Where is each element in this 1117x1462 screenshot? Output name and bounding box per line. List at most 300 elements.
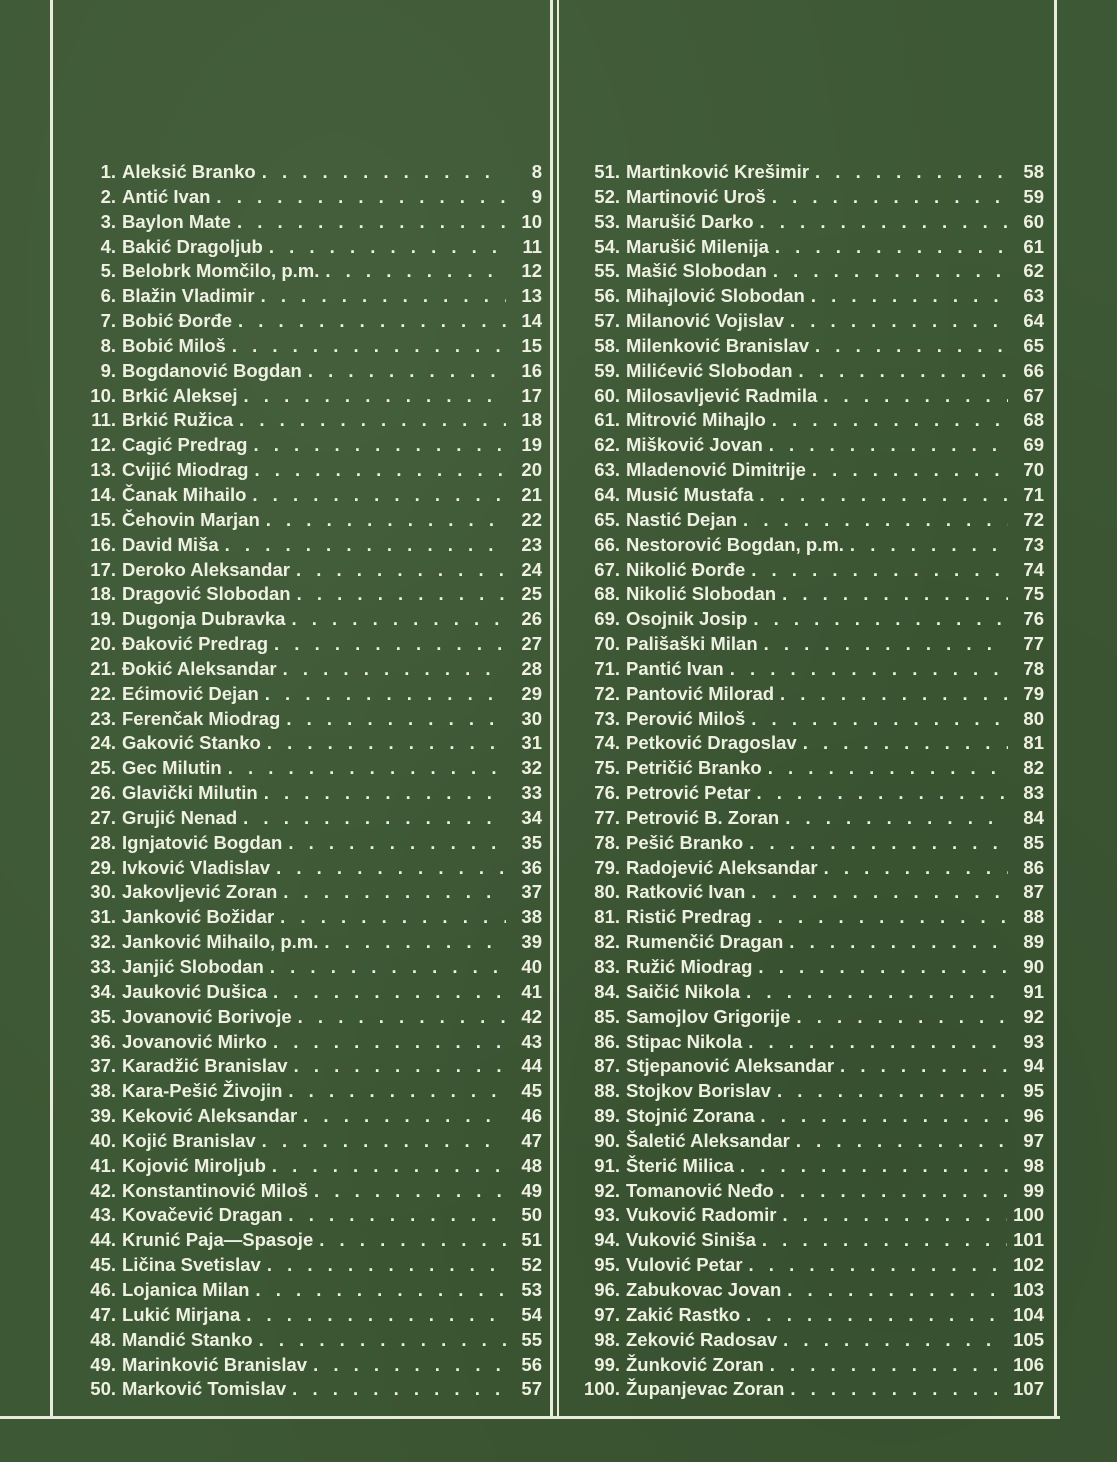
dot-leader — [783, 1328, 1007, 1353]
dot-leader — [319, 1228, 506, 1253]
index-entry — [566, 284, 1044, 309]
dot-leader — [746, 1303, 1007, 1328]
index-entry — [66, 1179, 542, 1204]
index-entry — [66, 309, 542, 334]
entry-name: Dragović Slobodan — [122, 583, 291, 605]
entry-name: Mihajlović Slobodan — [626, 285, 805, 307]
index-entry — [66, 657, 542, 682]
index-entry — [566, 1030, 1044, 1055]
dot-leader — [824, 856, 1008, 881]
entry-number: 48. — [90, 1328, 116, 1350]
dot-leader — [262, 160, 506, 185]
dot-leader — [759, 483, 1008, 508]
entry-page-number: 39 — [521, 931, 542, 953]
dot-leader — [283, 880, 506, 905]
dot-leader — [228, 756, 506, 781]
index-entry — [66, 1005, 542, 1030]
dot-leader — [254, 458, 506, 483]
dot-leader — [266, 508, 506, 533]
dot-leader — [255, 1278, 506, 1303]
entry-page-number: 77 — [1023, 633, 1044, 655]
entry-name: Ličina Svetislav — [122, 1254, 261, 1276]
index-entry — [566, 1253, 1044, 1278]
entry-number: 96. — [594, 1278, 620, 1300]
entry-page-number: 72 — [1023, 508, 1044, 530]
entry-number: 99. — [594, 1353, 620, 1375]
entry-name: Bobić Miloš — [122, 334, 226, 356]
entry-name: Marušić Darko — [626, 210, 754, 232]
dot-leader — [267, 1253, 506, 1278]
dot-leader — [262, 1129, 506, 1154]
entry-name: Jauković Dušica — [122, 980, 267, 1002]
dot-leader — [761, 1104, 1009, 1129]
entry-name: Janković Božidar — [122, 906, 275, 928]
index-entry — [66, 160, 542, 185]
dot-leader — [803, 731, 1008, 756]
index-entry — [66, 1353, 542, 1378]
index-entry — [566, 1005, 1044, 1030]
index-entry — [66, 408, 542, 433]
entry-number: 18. — [90, 583, 116, 605]
dot-leader — [780, 1179, 1008, 1204]
index-entry — [566, 856, 1044, 881]
dot-leader — [280, 905, 506, 930]
entry-number: 28. — [90, 831, 116, 853]
entry-number: 77. — [594, 806, 620, 828]
dot-leader — [743, 508, 1008, 533]
index-entry — [66, 210, 542, 235]
entry-number: 14. — [90, 483, 116, 505]
entry-number: 38. — [90, 1080, 116, 1102]
entry-page-number: 44 — [521, 1055, 542, 1077]
entry-number: 81. — [594, 906, 620, 928]
entry-number: 20. — [90, 633, 116, 655]
entry-number: 30. — [90, 881, 116, 903]
entry-page-number: 87 — [1023, 881, 1044, 903]
entry-name: Žunković Zoran — [626, 1353, 764, 1375]
entry-number: 87. — [594, 1055, 620, 1077]
index-entry — [566, 1377, 1044, 1402]
entry-number: 57. — [594, 310, 620, 332]
entry-number: 1. — [100, 161, 116, 182]
entry-number: 54. — [594, 235, 620, 257]
entry-number: 16. — [90, 533, 116, 555]
index-entry — [566, 1278, 1044, 1303]
dot-leader — [270, 955, 506, 980]
entry-page-number: 104 — [1013, 1303, 1044, 1325]
entry-name: Vulović Petar — [626, 1254, 743, 1276]
dot-leader — [797, 1005, 1009, 1030]
entry-number: 90. — [594, 1129, 620, 1151]
entry-name: David Miša — [122, 533, 219, 555]
dot-leader — [740, 1154, 1008, 1179]
dot-leader — [799, 359, 1008, 384]
dot-leader — [253, 433, 506, 458]
dot-leader — [272, 1154, 506, 1179]
entry-number: 50. — [90, 1378, 116, 1400]
entry-name: Radojević Aleksandar — [626, 856, 818, 878]
entry-page-number: 17 — [521, 384, 542, 406]
entry-number: 19. — [90, 608, 116, 630]
dot-leader — [292, 1377, 506, 1402]
entry-name: Šterić Milica — [626, 1154, 734, 1176]
entry-page-number: 92 — [1023, 1005, 1044, 1027]
entry-page-number: 14 — [521, 310, 542, 332]
dot-leader — [762, 1228, 1007, 1253]
dot-leader — [313, 1353, 506, 1378]
entry-page-number: 10 — [521, 210, 542, 232]
dot-leader — [298, 1005, 506, 1030]
entry-number: 49. — [90, 1353, 116, 1375]
dot-leader — [775, 235, 1008, 260]
dot-leader — [225, 533, 506, 558]
index-entry — [566, 756, 1044, 781]
entry-name: Rumenčić Dragan — [626, 931, 784, 953]
entry-number: 15. — [90, 508, 116, 530]
entry-number: 9. — [100, 359, 116, 381]
entry-page-number: 78 — [1023, 657, 1044, 679]
entry-name: Čanak Mihailo — [122, 483, 247, 505]
entry-number: 12. — [90, 434, 116, 456]
entry-name: Glavički Milutin — [122, 782, 258, 804]
entry-number: 13. — [90, 459, 116, 481]
index-entry — [566, 980, 1044, 1005]
index-entry — [66, 1278, 542, 1303]
index-entry — [66, 582, 542, 607]
dot-leader — [749, 831, 1008, 856]
dot-leader — [232, 334, 506, 359]
entry-number: 47. — [90, 1303, 116, 1325]
entry-page-number: 66 — [1023, 359, 1044, 381]
entry-name: Ristić Predrag — [626, 906, 752, 928]
index-entry — [566, 1303, 1044, 1328]
entry-name: Stojkov Borislav — [626, 1080, 771, 1102]
entry-name: Stjepanović Aleksandar — [626, 1055, 835, 1077]
entry-page-number: 73 — [1023, 533, 1044, 555]
entry-name: Gec Milutin — [122, 757, 222, 779]
entry-name: Mladenović Dimitrije — [626, 459, 806, 481]
entry-page-number: 24 — [521, 558, 542, 580]
entry-name: Aleksić Branko — [122, 161, 256, 182]
entry-name: Jovanović Borivoje — [122, 1005, 292, 1027]
entry-name: Milićević Slobodan — [626, 359, 793, 381]
index-entry — [66, 508, 542, 533]
entry-name: Petrović Petar — [626, 782, 751, 804]
dot-leader — [730, 657, 1008, 682]
entry-name: Đokić Aleksandar — [122, 657, 277, 679]
entry-number: 4. — [100, 235, 116, 257]
entry-number: 52. — [594, 185, 620, 207]
entry-page-number: 63 — [1023, 285, 1044, 307]
entry-number: 6. — [100, 285, 116, 307]
index-entry — [66, 781, 542, 806]
entry-name: Kovačević Dragan — [122, 1204, 283, 1226]
entry-page-number: 45 — [521, 1080, 542, 1102]
index-entry — [66, 1154, 542, 1179]
index-entry — [566, 781, 1044, 806]
entry-number: 86. — [594, 1030, 620, 1052]
frame-left-line — [50, 0, 53, 1418]
entry-number: 11. — [91, 409, 116, 431]
index-entry — [66, 731, 542, 756]
index-entry — [566, 707, 1044, 732]
entry-page-number: 58 — [1023, 161, 1044, 182]
index-column-right — [566, 160, 1044, 1402]
entry-page-number: 79 — [1023, 682, 1044, 704]
entry-name: Pantović Milorad — [626, 682, 775, 704]
index-entry — [566, 1328, 1044, 1353]
dot-leader — [811, 284, 1008, 309]
entry-page-number: 30 — [521, 707, 542, 729]
dot-leader — [244, 384, 506, 409]
entry-name: Deroko Aleksandar — [122, 558, 290, 580]
index-entry — [566, 558, 1044, 583]
entry-page-number: 16 — [521, 359, 542, 381]
dot-leader — [780, 682, 1008, 707]
entry-page-number: 18 — [521, 409, 542, 431]
index-entry — [66, 980, 542, 1005]
entry-page-number: 75 — [1023, 583, 1044, 605]
entry-number: 39. — [90, 1105, 116, 1127]
dot-leader — [815, 334, 1008, 359]
entry-number: 92. — [594, 1179, 620, 1201]
dot-leader — [239, 408, 506, 433]
entry-name: Cvijić Miodrag — [122, 459, 249, 481]
entry-name: Županjevac Zoran — [626, 1378, 785, 1400]
index-entry — [566, 955, 1044, 980]
entry-name: Ignjatović Bogdan — [122, 831, 283, 853]
entry-number: 58. — [594, 334, 620, 356]
entry-page-number: 34 — [521, 806, 542, 828]
dot-leader — [237, 210, 506, 235]
entry-number: 65. — [594, 508, 620, 530]
index-entry — [66, 1203, 542, 1228]
index-entry — [566, 508, 1044, 533]
dot-leader — [216, 185, 506, 210]
dot-leader — [265, 682, 506, 707]
entry-name: Brkić Ružica — [122, 409, 234, 431]
entry-name: Pantić Ivan — [626, 657, 724, 679]
entry-page-number: 13 — [521, 285, 542, 307]
entry-name: Saičić Nikola — [626, 980, 741, 1002]
entry-page-number: 15 — [521, 334, 542, 356]
entry-page-number: 9 — [531, 185, 542, 207]
dot-leader — [782, 582, 1008, 607]
index-entry — [566, 309, 1044, 334]
entry-number: 8. — [100, 334, 116, 356]
entry-name: Đaković Predrag — [122, 633, 269, 655]
entry-name: Pališaški Milan — [626, 633, 758, 655]
dot-leader — [276, 856, 506, 881]
entry-page-number: 53 — [521, 1278, 542, 1300]
entry-name: Antić Ivan — [122, 185, 211, 207]
index-entry — [66, 1228, 542, 1253]
index-entry — [66, 1253, 542, 1278]
entry-name: Zakić Rastko — [626, 1303, 741, 1325]
entry-name: Mašić Slobodan — [626, 260, 767, 282]
entry-number: 78. — [594, 831, 620, 853]
entry-name: Zeković Radosav — [626, 1328, 778, 1350]
entry-page-number: 37 — [521, 881, 542, 903]
entry-page-number: 81 — [1023, 732, 1044, 754]
index-entry — [66, 334, 542, 359]
entry-page-number: 86 — [1023, 856, 1044, 878]
dot-leader — [294, 1054, 506, 1079]
index-entry — [566, 880, 1044, 905]
entry-name: Ferenčak Miodrag — [122, 707, 281, 729]
dot-leader — [749, 1253, 1008, 1278]
entry-page-number: 90 — [1023, 956, 1044, 977]
entry-number: 45. — [90, 1254, 116, 1276]
index-entry — [66, 533, 542, 558]
dot-leader — [785, 806, 1008, 831]
entry-number: 36. — [90, 1030, 116, 1052]
dot-leader — [286, 707, 506, 732]
entry-number: 21. — [90, 657, 116, 679]
entry-number: 82. — [594, 931, 620, 953]
entry-name: Krunić Paja—Spasoje — [122, 1229, 314, 1251]
index-entry — [566, 1228, 1044, 1253]
entry-number: 71. — [594, 657, 620, 679]
index-entry — [66, 955, 542, 980]
entry-name: Vuković Siniša — [626, 1229, 756, 1251]
entry-page-number: 99 — [1023, 1179, 1044, 1201]
index-entry — [66, 831, 542, 856]
index-entry — [566, 334, 1044, 359]
dot-leader — [787, 1278, 1007, 1303]
index-entry — [566, 210, 1044, 235]
entry-page-number: 61 — [1023, 235, 1044, 257]
index-entry — [66, 905, 542, 930]
entry-name: Karadžić Branislav — [122, 1055, 288, 1077]
dot-leader — [274, 632, 506, 657]
entry-page-number: 100 — [1013, 1204, 1044, 1226]
entry-number: 26. — [90, 782, 116, 804]
entry-page-number: 67 — [1023, 384, 1044, 406]
entry-number: 44. — [90, 1229, 116, 1251]
dot-leader — [264, 781, 506, 806]
entry-number: 5. — [100, 260, 116, 282]
entry-page-number: 85 — [1023, 831, 1044, 853]
entry-page-number: 95 — [1023, 1080, 1044, 1102]
dot-leader — [777, 1079, 1008, 1104]
entry-name: Stojnić Zorana — [626, 1105, 755, 1127]
entry-number: 97. — [594, 1303, 620, 1325]
entry-name: Petković Dragoslav — [626, 732, 797, 754]
index-column-left — [66, 160, 542, 1402]
entry-number: 53. — [594, 210, 620, 232]
dot-leader — [751, 707, 1008, 732]
entry-name: Marušić Milenija — [626, 235, 769, 257]
entry-number: 79. — [594, 856, 620, 878]
index-entry — [66, 384, 542, 409]
entry-page-number: 56 — [521, 1353, 542, 1375]
entry-number: 7. — [100, 310, 116, 332]
entry-name: Baylon Mate — [122, 210, 231, 232]
index-entry — [66, 433, 542, 458]
entry-page-number: 33 — [521, 782, 542, 804]
entry-name: Nestorović Bogdan, p.m. — [626, 533, 844, 555]
entry-number: 89. — [594, 1105, 620, 1127]
entry-number: 100. — [583, 1378, 620, 1400]
index-entry — [566, 1154, 1044, 1179]
entry-page-number: 19 — [521, 434, 542, 456]
dot-leader — [269, 235, 506, 260]
index-entry — [66, 1129, 542, 1154]
entry-page-number: 41 — [521, 980, 542, 1002]
entry-page-number: 32 — [521, 757, 542, 779]
entry-name: Keković Aleksandar — [122, 1105, 298, 1127]
entry-number: 34. — [90, 980, 116, 1002]
entry-number: 94. — [594, 1229, 620, 1251]
entry-number: 60. — [594, 384, 620, 406]
index-entry — [66, 1054, 542, 1079]
entry-name: Nastić Dejan — [626, 508, 738, 530]
entry-page-number: 50 — [521, 1204, 542, 1226]
index-entry — [566, 930, 1044, 955]
index-entry — [566, 1129, 1044, 1154]
entry-page-number: 70 — [1023, 459, 1044, 481]
entry-page-number: 31 — [521, 732, 542, 754]
column-divider-line-b — [557, 0, 559, 1418]
entry-page-number: 38 — [521, 906, 542, 928]
index-entry — [566, 905, 1044, 930]
entry-name: Tomanović Neđo — [626, 1179, 774, 1201]
entry-name: Milenković Branislav — [626, 334, 810, 356]
dot-leader — [812, 458, 1008, 483]
entry-page-number: 83 — [1023, 782, 1044, 804]
entry-number: 24. — [90, 732, 116, 754]
dot-leader — [325, 259, 506, 284]
dot-leader — [273, 1030, 506, 1055]
index-entry — [566, 408, 1044, 433]
dot-leader — [796, 1129, 1008, 1154]
entry-name: Musić Mustafa — [626, 483, 754, 505]
entry-page-number: 80 — [1023, 707, 1044, 729]
entry-page-number: 91 — [1023, 980, 1044, 1002]
entry-number: 76. — [594, 782, 620, 804]
entry-page-number: 36 — [521, 856, 542, 878]
dot-leader — [238, 309, 506, 334]
dot-leader — [259, 1328, 506, 1353]
dot-leader — [790, 309, 1008, 334]
entry-name: Janjić Slobodan — [122, 956, 264, 977]
entry-number: 66. — [594, 533, 620, 555]
dot-leader — [297, 582, 506, 607]
entry-number: 63. — [594, 459, 620, 481]
entry-number: 88. — [594, 1080, 620, 1102]
dot-leader — [308, 359, 506, 384]
index-entry — [66, 707, 542, 732]
entry-name: Milosavljević Radmila — [626, 384, 818, 406]
entry-name: Jakovljević Zoran — [122, 881, 278, 903]
entry-number: 25. — [90, 757, 116, 779]
dot-leader — [753, 607, 1008, 632]
entry-number: 72. — [594, 682, 620, 704]
entry-name: Marinković Branislav — [122, 1353, 308, 1375]
dot-leader — [772, 185, 1008, 210]
entry-name: Grujić Nenad — [122, 806, 238, 828]
dot-leader — [768, 756, 1008, 781]
dot-leader — [291, 607, 506, 632]
entry-page-number: 40 — [521, 956, 542, 977]
dot-leader — [756, 781, 1008, 806]
entry-page-number: 21 — [521, 483, 542, 505]
index-entry — [566, 533, 1044, 558]
entry-name: Blažin Vladimir — [122, 285, 255, 307]
entry-page-number: 11 — [522, 235, 542, 257]
index-entry — [566, 1203, 1044, 1228]
